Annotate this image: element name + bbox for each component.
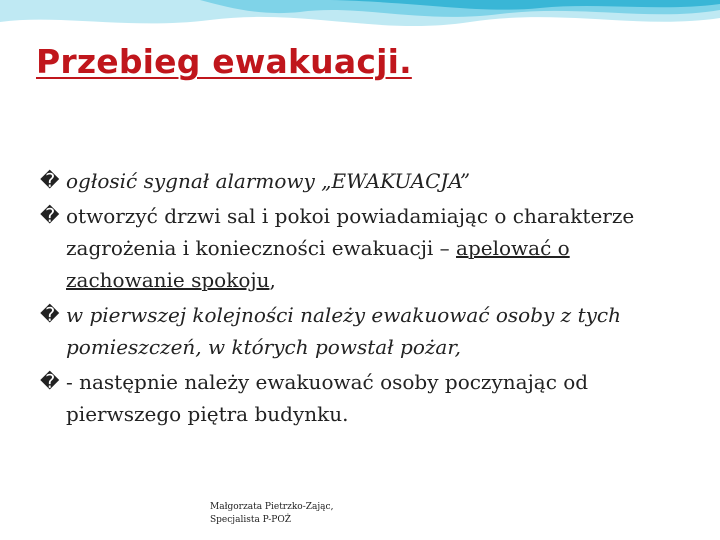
bullet-underlined-text: apelować o zachowanie spokoju bbox=[66, 236, 570, 292]
bullet-marker: � bbox=[40, 170, 60, 192]
bullet-text: w pierwszej kolejności należy ewakuować osoby z tych pomieszczeń, w których powstał pożar, bbox=[66, 303, 621, 359]
bullet-marker: � bbox=[40, 304, 60, 326]
slide-title: Przebieg ewakuacji. bbox=[36, 42, 412, 81]
author-role: Specjalista P-POŻ bbox=[210, 515, 291, 525]
bullet-marker: � bbox=[40, 371, 60, 393]
bullet-text: - następnie należy ewakuować osoby poczynając od pierwszego piętra budynku. bbox=[66, 370, 589, 426]
bullet-marker: � bbox=[40, 205, 60, 227]
author-name: Małgorzata Pietrzko-Zając, bbox=[210, 502, 334, 512]
bullet-item-3 bbox=[40, 299, 680, 363]
bullet-text: otworzyć drzwi sal i pokoi powiadamiając o charakterze zagrożenia i konieczności ewakuacji – bbox=[66, 204, 635, 260]
bullet-list bbox=[40, 165, 680, 433]
author-footer bbox=[210, 501, 333, 527]
bullet-suffix: , bbox=[269, 268, 276, 292]
bullet-item-2 bbox=[40, 200, 680, 296]
bullet-item-4 bbox=[40, 366, 680, 430]
bullet-text: ogłosić sygnał alarmowy „EWAKUACJA” bbox=[66, 169, 471, 193]
bullet-item-1 bbox=[40, 165, 680, 197]
